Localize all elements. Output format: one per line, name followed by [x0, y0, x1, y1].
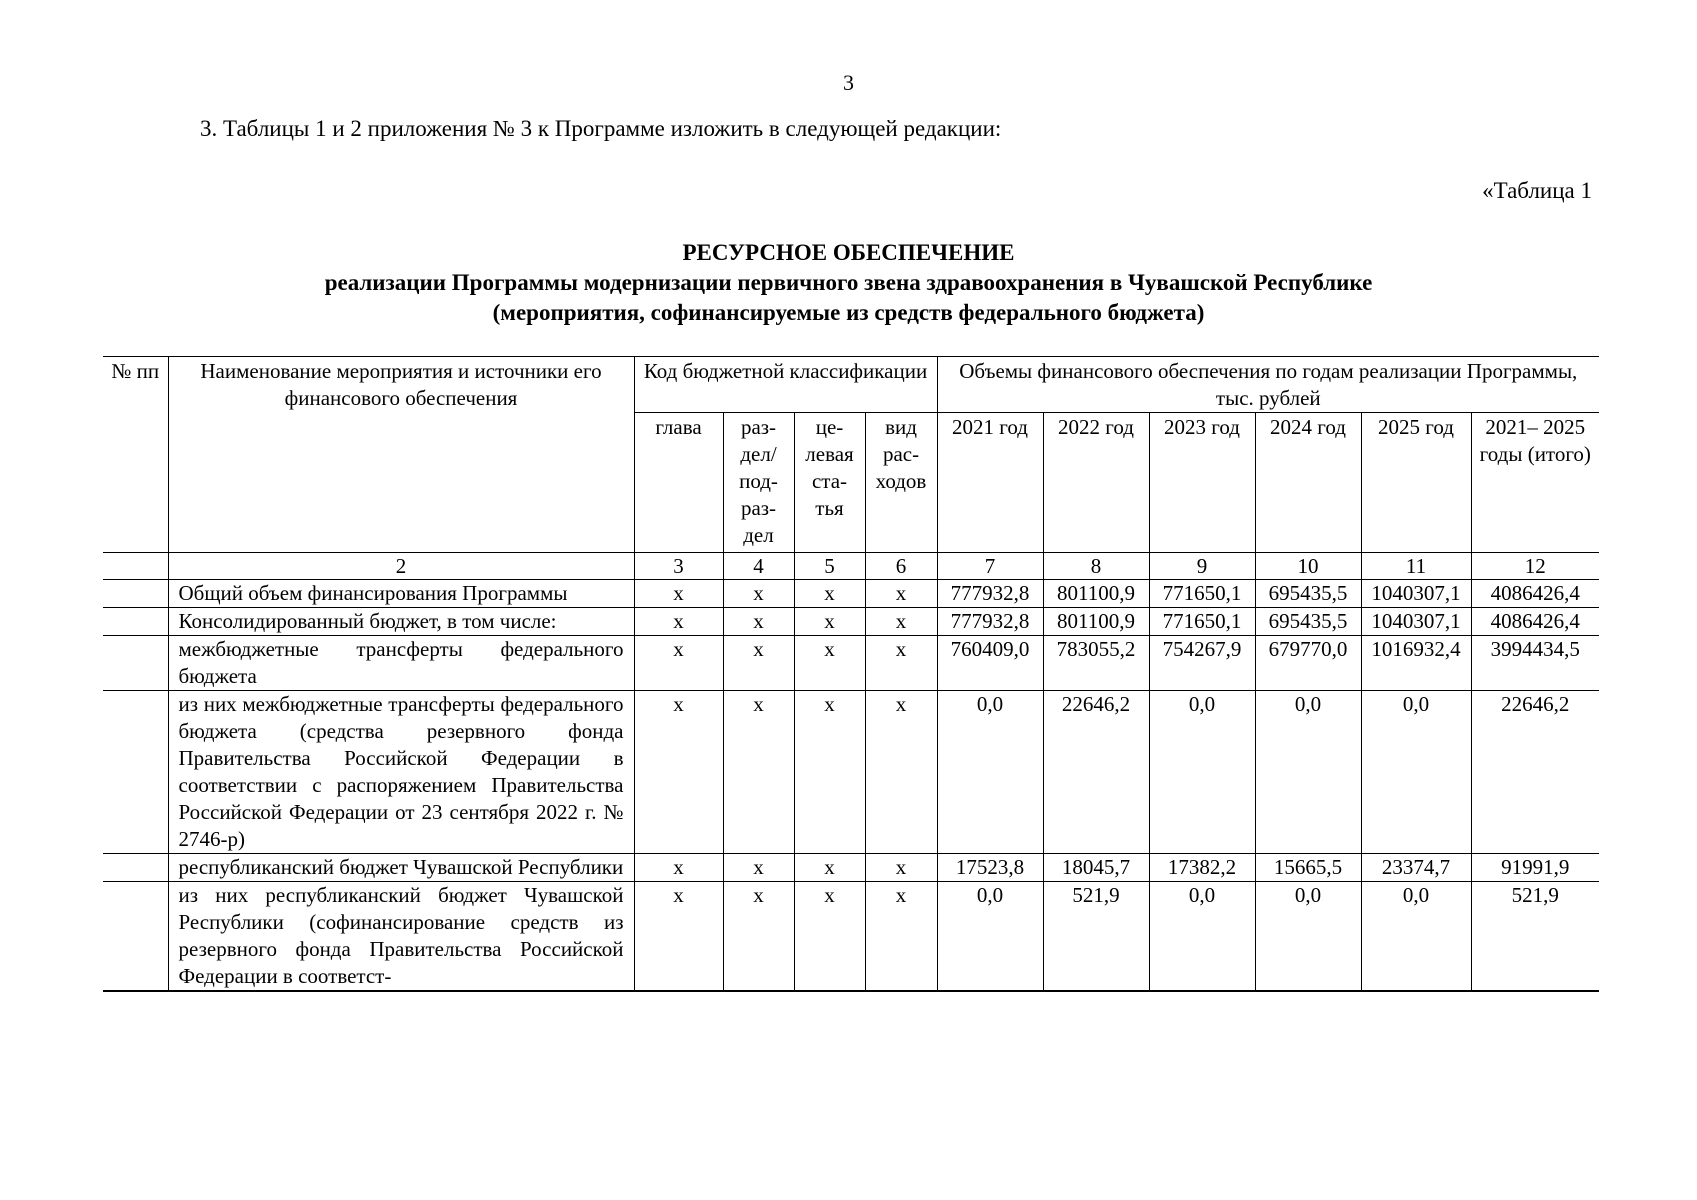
row-glava-cell: х	[634, 636, 723, 691]
header-razdel: раз-дел/ под-раз-дел	[723, 413, 794, 553]
row-statya-cell: х	[794, 691, 865, 854]
row-y2024-cell: 0,0	[1255, 691, 1361, 854]
row-razdel-cell: х	[723, 882, 794, 992]
header-statya: це-левая ста-тья	[794, 413, 865, 553]
row-y2021-cell: 760409,0	[937, 636, 1043, 691]
row-y2024-cell: 695435,5	[1255, 580, 1361, 608]
row-y2023-cell: 771650,1	[1149, 608, 1255, 636]
row-statya-cell: х	[794, 854, 865, 882]
row-vid-cell: х	[865, 691, 937, 854]
row-y2024-cell: 679770,0	[1255, 636, 1361, 691]
header-name: Наименование мероприятия и источники его финансового обеспечения	[168, 357, 634, 553]
header-budget-code: Код бюджетной классификации	[634, 357, 937, 413]
row-vid-cell: х	[865, 580, 937, 608]
row-total-cell: 4086426,4	[1471, 608, 1599, 636]
column-index: 6	[865, 553, 937, 580]
header-vid: вид рас-ходов	[865, 413, 937, 553]
row-total-cell: 521,9	[1471, 882, 1599, 992]
table-row	[103, 608, 1599, 636]
table-row	[103, 580, 1599, 608]
header-2023: 2023 год	[1149, 413, 1255, 553]
row-y2022-cell: 801100,9	[1043, 580, 1149, 608]
row-number-cell	[103, 636, 168, 691]
row-number-cell	[103, 691, 168, 854]
column-index: 4	[723, 553, 794, 580]
row-y2024-cell: 0,0	[1255, 882, 1361, 992]
row-glava-cell: х	[634, 854, 723, 882]
row-name-cell: Общий объем финансирования Программы	[168, 580, 634, 608]
column-index: 3	[634, 553, 723, 580]
row-y2022-cell: 521,9	[1043, 882, 1149, 992]
row-glava-cell: х	[634, 608, 723, 636]
row-vid-cell: х	[865, 882, 937, 992]
row-y2025-cell: 0,0	[1361, 882, 1471, 992]
instruction-text: 3. Таблицы 1 и 2 приложения № 3 к Программе изложить в следующей редакции:	[200, 116, 1002, 141]
row-number-cell	[103, 608, 168, 636]
row-name-cell: из них республиканский бюджет Чувашской Республики (софинансирование средств из резервного фонда Правительства Российской Федерации в соответст-	[168, 882, 634, 992]
header-2022: 2022 год	[1043, 413, 1149, 553]
column-index: 7	[937, 553, 1043, 580]
table-body	[103, 580, 1599, 992]
row-glava-cell: х	[634, 882, 723, 992]
column-index: 5	[794, 553, 865, 580]
row-statya-cell: х	[794, 580, 865, 608]
row-number-cell	[103, 882, 168, 992]
table-row	[103, 691, 1599, 854]
row-statya-cell: х	[794, 636, 865, 691]
row-y2021-cell: 0,0	[937, 882, 1043, 992]
row-y2023-cell: 17382,2	[1149, 854, 1255, 882]
row-razdel-cell: х	[723, 580, 794, 608]
header-2024: 2024 год	[1255, 413, 1361, 553]
row-razdel-cell: х	[723, 854, 794, 882]
row-razdel-cell: х	[723, 608, 794, 636]
row-total-cell: 22646,2	[1471, 691, 1599, 854]
row-y2021-cell: 777932,8	[937, 608, 1043, 636]
header-total: 2021– 2025 годы (итого)	[1471, 413, 1599, 553]
row-vid-cell: х	[865, 854, 937, 882]
row-y2025-cell: 1040307,1	[1361, 608, 1471, 636]
row-y2023-cell: 754267,9	[1149, 636, 1255, 691]
row-y2022-cell: 18045,7	[1043, 854, 1149, 882]
row-y2022-cell: 783055,2	[1043, 636, 1149, 691]
row-y2022-cell: 22646,2	[1043, 691, 1149, 854]
header-2025: 2025 год	[1361, 413, 1471, 553]
row-y2023-cell: 0,0	[1149, 882, 1255, 992]
header-glava: глава	[634, 413, 723, 553]
row-y2021-cell: 777932,8	[937, 580, 1043, 608]
row-y2024-cell: 15665,5	[1255, 854, 1361, 882]
row-y2021-cell: 0,0	[937, 691, 1043, 854]
table-header	[103, 357, 1599, 580]
row-y2023-cell: 0,0	[1149, 691, 1255, 854]
title-line-1: РЕСУРСНОЕ ОБЕСПЕЧЕНИЕ	[682, 240, 1015, 265]
row-y2022-cell: 801100,9	[1043, 608, 1149, 636]
column-index	[103, 553, 168, 580]
row-y2025-cell: 0,0	[1361, 691, 1471, 854]
row-y2023-cell: 771650,1	[1149, 580, 1255, 608]
row-glava-cell: х	[634, 580, 723, 608]
column-index: 2	[168, 553, 634, 580]
row-y2024-cell: 695435,5	[1255, 608, 1361, 636]
table-title	[0, 238, 1697, 328]
column-index: 10	[1255, 553, 1361, 580]
row-glava-cell: х	[634, 691, 723, 854]
row-number-cell	[103, 854, 168, 882]
row-total-cell: 3994434,5	[1471, 636, 1599, 691]
row-number-cell	[103, 580, 168, 608]
row-name-cell: республиканский бюджет Чувашской Республики	[168, 854, 634, 882]
column-index: 9	[1149, 553, 1255, 580]
column-index-row	[103, 553, 1599, 580]
title-line-2: реализации Программы модернизации первичного звена здравоохранения в Чувашской Республике	[324, 270, 1373, 295]
table-tag: «Таблица 1	[1482, 178, 1592, 203]
row-y2021-cell: 17523,8	[937, 854, 1043, 882]
header-no: № пп	[103, 357, 168, 553]
row-y2025-cell: 1016932,4	[1361, 636, 1471, 691]
column-index: 12	[1471, 553, 1599, 580]
row-name-cell: из них межбюджетные трансферты федерального бюджета (средства резервного фонда Правительства Российской Федерации в соответствии с распоряжением Правительства Российской Федерации от 23 сентября 2022 г. № 2746-р)	[168, 691, 634, 854]
table-row	[103, 882, 1599, 992]
row-name-cell: Консолидированный бюджет, в том числе:	[168, 608, 634, 636]
resource-table	[103, 356, 1599, 992]
column-index: 11	[1361, 553, 1471, 580]
row-razdel-cell: х	[723, 636, 794, 691]
row-name-cell: межбюджетные трансферты федерального бюджета	[168, 636, 634, 691]
title-line-3: (мероприятия, софинансируемые из средств федерального бюджета)	[492, 300, 1205, 325]
table-row	[103, 636, 1599, 691]
page-number: 3	[843, 70, 854, 95]
row-y2025-cell: 1040307,1	[1361, 580, 1471, 608]
row-vid-cell: х	[865, 608, 937, 636]
row-y2025-cell: 23374,7	[1361, 854, 1471, 882]
table-row	[103, 854, 1599, 882]
row-statya-cell: х	[794, 608, 865, 636]
header-volumes: Объемы финансового обеспечения по годам реализации Программы, тыс. рублей	[937, 357, 1599, 413]
header-2021: 2021 год	[937, 413, 1043, 553]
column-index: 8	[1043, 553, 1149, 580]
row-statya-cell: х	[794, 882, 865, 992]
row-razdel-cell: х	[723, 691, 794, 854]
row-vid-cell: х	[865, 636, 937, 691]
row-total-cell: 91991,9	[1471, 854, 1599, 882]
row-total-cell: 4086426,4	[1471, 580, 1599, 608]
